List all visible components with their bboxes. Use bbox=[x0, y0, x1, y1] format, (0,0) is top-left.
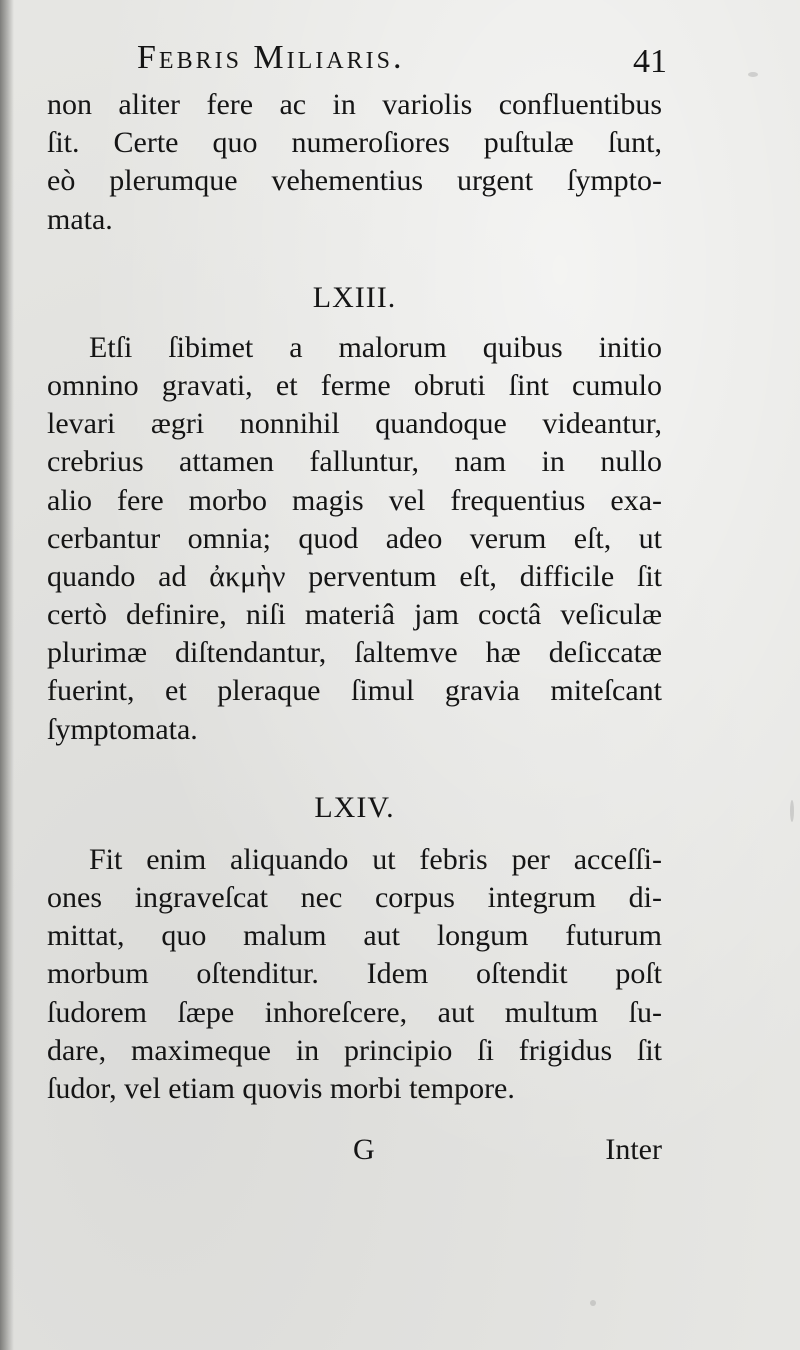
paper-speck bbox=[748, 72, 758, 77]
text-line: Fit enim aliquando ut febris per acceſſi- bbox=[89, 842, 662, 876]
text-line: cerbantur omnia; quod adeo verum eſt, ut bbox=[47, 521, 662, 555]
catchword: Inter bbox=[605, 1133, 662, 1166]
text-line: mata. bbox=[47, 202, 113, 236]
spine-shadow bbox=[0, 0, 14, 1350]
text-line: crebrius attamen falluntur, nam in nullo bbox=[47, 445, 662, 479]
text-line: certò definire, niſi materiâ jam coctâ veſiculæ bbox=[47, 598, 662, 632]
paper-speck bbox=[790, 800, 794, 822]
text-line: mittat, quo malum aut longum futurum bbox=[47, 919, 662, 953]
body-text bbox=[47, 86, 662, 1108]
text-line: morbum oſtenditur. Idem oſtendit poſt bbox=[47, 957, 662, 991]
text-line: ſudor, vel etiam quovis morbi tempore. bbox=[47, 1071, 515, 1105]
text-line: ſymptomata. bbox=[47, 712, 198, 746]
text-line: Etſi ſibimet a malorum quibus initio bbox=[89, 330, 662, 364]
signature-mark: G bbox=[353, 1133, 375, 1166]
page-number: 41 bbox=[633, 43, 667, 80]
text-line: eò plerumque vehementius urgent ſympto- bbox=[47, 164, 662, 198]
page-footer bbox=[47, 1130, 662, 1170]
text-line: ones ingraveſcat nec corpus integrum di- bbox=[47, 881, 662, 914]
text-line: omnino gravati, et ferme obruti ſint cumulo bbox=[47, 368, 662, 402]
section-heading-lxiii: LXIII. bbox=[312, 280, 397, 314]
running-title: Febris Miliaris. bbox=[137, 39, 405, 76]
text-line: quando ad ἀκμὴν perventum eſt, difficile ſit bbox=[47, 559, 662, 593]
running-header bbox=[137, 38, 667, 86]
text-line: levari ægri nonnihil quandoque videantur, bbox=[47, 407, 662, 441]
text-line: alio fere morbo magis vel frequentius exa- bbox=[47, 483, 662, 517]
text-line: non aliter fere ac in variolis confluentibus bbox=[47, 88, 662, 121]
text-line: ſudorem ſæpe inhoreſcere, aut multum ſu- bbox=[47, 995, 662, 1029]
section-heading-lxiv: LXIV. bbox=[314, 790, 395, 824]
text-line: fuerint, et pleraque ſimul gravia miteſcant bbox=[47, 674, 662, 708]
paper-speck bbox=[590, 1300, 596, 1306]
text-line: plurimæ diſtendantur, ſaltemve hæ deſiccatæ bbox=[47, 636, 662, 670]
text-line: dare, maximeque in principio ſi frigidus ſit bbox=[47, 1033, 662, 1067]
text-line: ſit. Certe quo numeroſiores puſtulæ ſunt, bbox=[47, 126, 662, 160]
